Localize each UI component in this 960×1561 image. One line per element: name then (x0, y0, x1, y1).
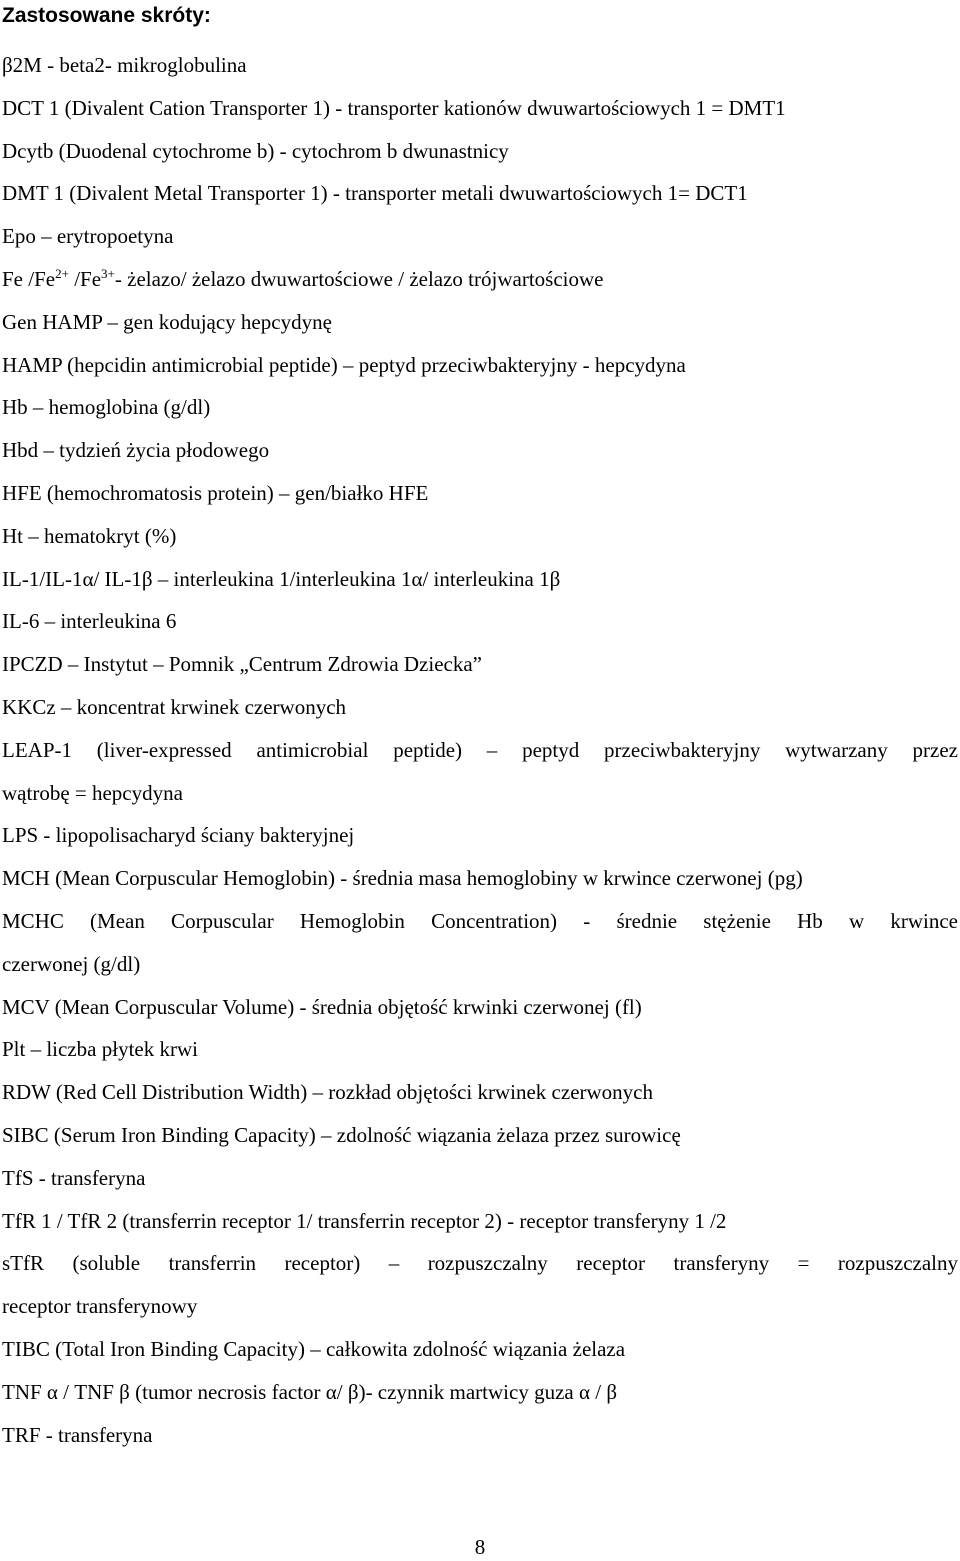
abbreviation-entry-line: MCHC (Mean Corpuscular Hemoglobin Concentration) - średnie stężenie Hb w krwince (2, 908, 958, 933)
abbreviation-entry: KKCz – koncentrat krwinek czerwonych (2, 694, 347, 719)
abbreviation-entry: SIBC (Serum Iron Binding Capacity) – zdolność wiązania żelaza przez surowicę (2, 1122, 681, 1147)
superscript: 2+ (55, 265, 69, 281)
abbreviation-entry: HFE (hemochromatosis protein) – gen/białko HFE (2, 480, 429, 505)
abbreviation-entry: Dcytb (Duodenal cytochrome b) - cytochrom b dwunastnicy (2, 138, 509, 163)
section-heading: Zastosowane skróty: (2, 4, 211, 27)
abbreviation-entry: Epo – erytropoetyna (2, 224, 174, 249)
abbreviation-entry: TRF - transferyna (2, 1422, 153, 1447)
entry-text: /Fe (68, 266, 102, 291)
abbreviation-entry: β2M - beta2- mikroglobulina (2, 53, 247, 77)
entry-text: - żelazo/ żelazo dwuwartościowe / żelazo trójwartościowe (114, 266, 604, 291)
abbreviation-entry: TfR 1 / TfR 2 (transferrin receptor 1/ transferrin receptor 2) - receptor transferyny 1 /2 (2, 1208, 727, 1233)
abbreviation-entry-line: sTfR (soluble transferrin receptor) – rozpuszczalny receptor transferyny = rozpuszczalny (2, 1251, 958, 1276)
abbreviation-entry-continuation: wątrobę = hepcydyna (2, 780, 183, 805)
abbreviation-entry: IL-1/IL-1α/ IL-1β – interleukina 1/interleukina 1α/ interleukina 1β (2, 566, 561, 591)
abbreviation-entry: Gen HAMP – gen kodujący hepcydynę (2, 309, 332, 334)
abbreviation-entry: LPS - lipopolisacharyd ściany bakteryjnej (2, 823, 355, 848)
abbreviation-entry-continuation: receptor transferynowy (2, 1294, 198, 1319)
abbreviation-entry: IL-6 – interleukina 6 (2, 609, 177, 634)
superscript: 3+ (101, 265, 115, 281)
abbreviation-entry: Plt – liczba płytek krwi (2, 1037, 198, 1062)
abbreviation-entry: MCV (Mean Corpuscular Volume) - średnia objętość krwinki czerwonej (fl) (2, 994, 642, 1019)
abbreviation-entry: TIBC (Total Iron Binding Capacity) – całkowita zdolność wiązania żelaza (2, 1336, 626, 1361)
abbreviation-entry: Hbd – tydzień życia płodowego (2, 438, 270, 463)
abbreviation-entry: TNF α / TNF β (tumor necrosis factor α/ β)- czynnik martwicy guza α / β (2, 1379, 617, 1404)
entry-text: Fe /Fe (2, 266, 56, 291)
abbreviation-entry: IPCZD – Instytut – Pomnik „Centrum Zdrowia Dziecka” (2, 652, 482, 677)
page-number: 8 (474, 1535, 486, 1559)
abbreviation-entry: DMT 1 (Divalent Metal Transporter 1) - transporter metali dwuwartościowych 1= DCT1 (2, 181, 748, 206)
abbreviation-entry: TfS - transferyna (2, 1165, 146, 1190)
abbreviation-entry-continuation: czerwonej (g/dl) (2, 951, 141, 976)
abbreviation-entry: Ht – hematokryt (%) (2, 523, 177, 548)
abbreviation-entry: HAMP (hepcidin antimicrobial peptide) – peptyd przeciwbakteryjny - hepcydyna (2, 352, 686, 377)
abbreviation-entry: DCT 1 (Divalent Cation Transporter 1) - transporter kationów dwuwartościowych 1 = DMT1 (2, 95, 786, 120)
abbreviation-entry-line: LEAP-1 (liver-expressed antimicrobial peptide) – peptyd przeciwbakteryjny wytwarzany przez (2, 737, 958, 762)
abbreviation-list (2, 44, 958, 1456)
abbreviation-entry: Hb – hemoglobina (g/dl) (2, 395, 211, 420)
abbreviation-entry: MCH (Mean Corpuscular Hemoglobin) - średnia masa hemoglobiny w krwince czerwonej (pg) (2, 866, 803, 891)
abbreviation-entry: RDW (Red Cell Distribution Width) – rozkład objętości krwinek czerwonych (2, 1080, 653, 1105)
abbreviation-entry (2, 258, 958, 301)
